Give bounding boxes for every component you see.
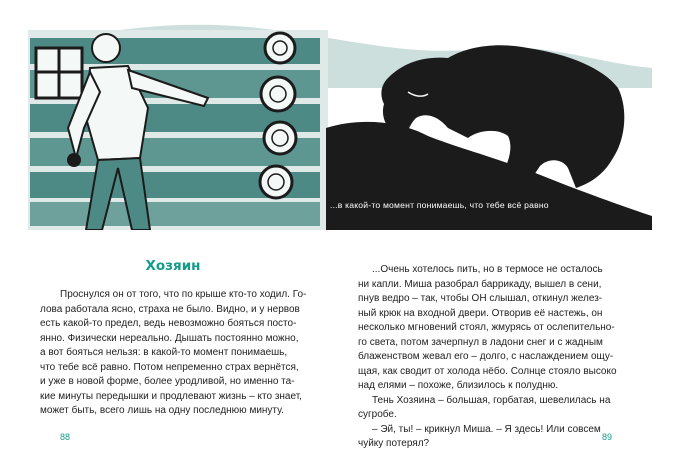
text-line: Тень Хозяина – большая, горбатая, шевелилась на [372, 394, 611, 406]
page-number-right: 89 [602, 432, 613, 442]
text-line: пнув ведро – так, чтобы ОН слышал, откинул желез- [358, 293, 603, 304]
text-line: и уже в новой форме, более уродливой, но именно та- [40, 376, 295, 387]
text-line: кие минуты передышки и продлевают жизнь – кто знает, [40, 390, 302, 402]
text-line: го света, потом зачерпнул в ладони снег и с жадным [358, 336, 603, 348]
left-page-text [40, 288, 316, 419]
text-line: лова работала ясно, страха не было. Видно, и у нервов [40, 303, 300, 315]
text-line: чуйку потерял? [358, 438, 430, 449]
text-line: может быть, всего лишь на одну последнюю минуту. [40, 405, 284, 416]
text-line: ...Очень хотелось пить, но в термосе не осталось [372, 264, 603, 275]
text-line: щая, как сводит от холода нёбо. Солнце стояло высоко [358, 365, 617, 377]
text-line: несколько мгновений стоял, жмурясь от ослепительно- [358, 322, 615, 333]
right-page-text [358, 263, 634, 452]
text-line: сугробе. [358, 409, 397, 420]
text-line: блаженством жевал его – долго, с наслаждением ощу- [358, 351, 614, 362]
text-line: ный крюк на входной двери. Отворив её настежь, он [358, 307, 603, 319]
text-line: над елями – похоже, близилось к полудню. [358, 380, 559, 391]
illustration [28, 8, 652, 230]
page-number-left: 88 [60, 432, 71, 442]
text-line: а вот бояться нельзя: в какой-то момент понимаешь, [40, 347, 288, 358]
text-line: ни капли. Миша разобрал баррикаду, вышел в сени, [358, 278, 602, 290]
text-line: Проснулся он от того, что по крыше кто-то ходил. Го- [60, 289, 307, 300]
text-line: – Эй, ты! – крикнул Миша. – Я здесь! Или совсем [372, 423, 601, 435]
illustration-caption: ...в какой-то момент понимаешь, что тебе всё равно [330, 200, 549, 210]
text-line: что тебе всё равно. Потом непременно страх вернётся, [40, 361, 299, 373]
text-line: янно. Физически нереально. Дышать постоянно можно, [40, 332, 299, 344]
text-line: есть какой-то предел, ведь невозможно бояться посто- [40, 318, 297, 329]
chapter-title: Хозяин [145, 258, 201, 274]
